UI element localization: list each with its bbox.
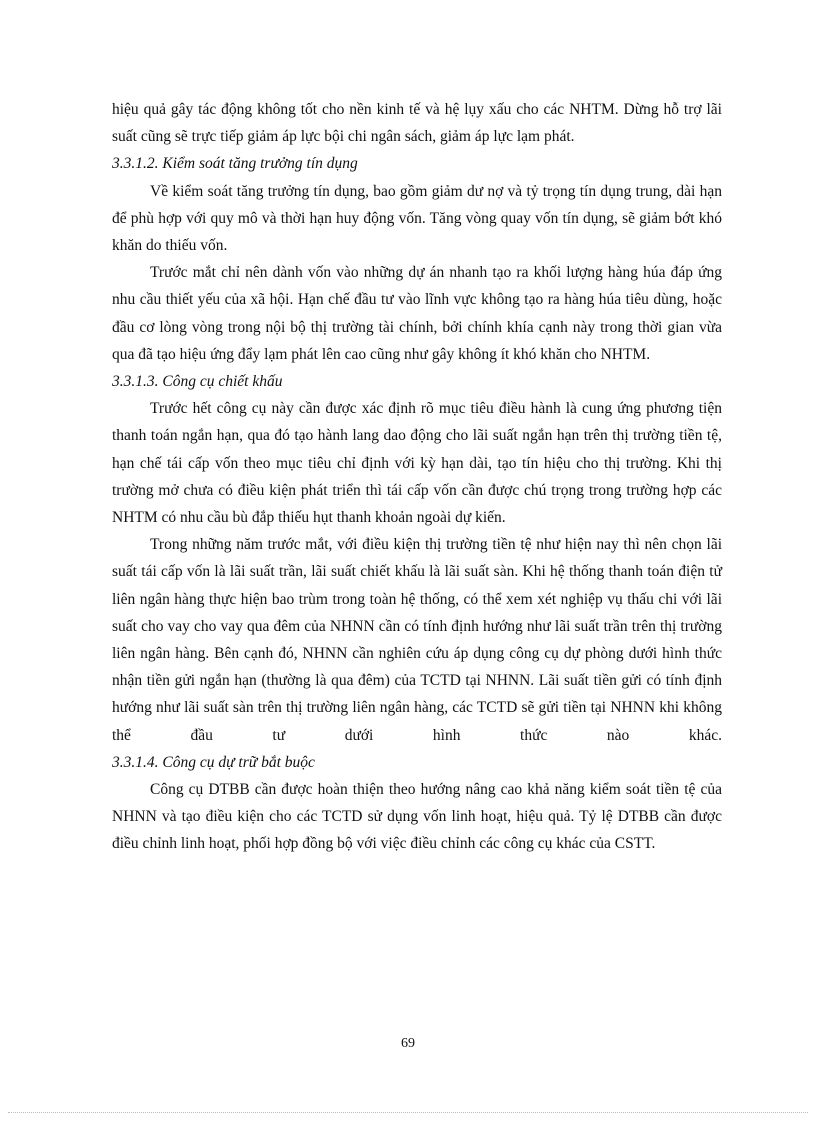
section-heading-reserve-requirement: 3.3.1.4. Công cụ dự trữ bắt buộc bbox=[112, 753, 315, 771]
paragraph-discount-objective: Trước hết công cụ này cần được xác định rõ mục tiêu điều hành là cung ứng phương tiện thanh toán ngắn hạn, qua đó tạo hành lang dao động cho lãi suất ngắn hạn trên thị trường tiền tệ, hạn chế tái cấp vốn theo mục tiêu chỉ định với kỳ hạn dài, tạo tín hiệu cho thị trường. Khi thị trường mở chưa có điều kiện phát triển thì tái cấp vốn cần được chú trọng trong trường hợp các NHTM có nhu cầu bù đắp thiếu hụt thanh khoản ngoài dự kiến. bbox=[112, 400, 722, 527]
paragraph-credit-control: Về kiểm soát tăng trưởng tín dụng, bao gồm giảm dư nợ và tỷ trọng tín dụng trung, dài hạn để phù hợp với quy mô và thời hạn huy động vốn. Tăng vòng quay vốn tín dụng, sẽ giảm bớt khó khăn do thiếu vốn. bbox=[112, 182, 722, 255]
footer-divider bbox=[8, 1112, 808, 1113]
document-body bbox=[112, 96, 722, 858]
page-number: 69 bbox=[401, 1036, 415, 1051]
section-heading-discount-tool: 3.3.1.3. Công cụ chiết khấu bbox=[112, 373, 283, 391]
paragraph-continuation: hiệu quả gây tác động không tốt cho nền kinh tế và hệ lụy xấu cho các NHTM. Dừng hỗ trợ lãi suất cũng sẽ trực tiếp giảm áp lực bội chi ngân sách, giảm áp lực lạm phát. bbox=[112, 101, 722, 146]
paragraph-reserve-requirement: Công cụ DTBB cần được hoàn thiện theo hướng nâng cao khả năng kiểm soát tiền tệ của NHNN và tạo điều kiện cho các TCTD sử dụng vốn linh hoạt, hiệu quả. Tỷ lệ DTBB cần được điều chỉnh linh hoạt, phối hợp đồng bộ với việc điều chỉnh các công cụ khác của CSTT. bbox=[112, 781, 722, 853]
paragraph-capital-allocation: Trước mắt chỉ nên dành vốn vào những dự án nhanh tạo ra khối lượng hàng húa đáp ứng nhu cầu thiết yếu của xã hội. Hạn chế đầu tư vào lĩnh vực không tạo ra hàng húa tiêu dùng, hoặc đầu cơ lòng vòng trong nội bộ thị trường tài chính, bởi chính khía cạnh này trong thời gian vừa qua đã tạo hiệu ứng đẩy lạm phát lên cao cũng như gây không ít khó khăn cho NHTM. bbox=[112, 264, 722, 363]
section-heading-credit-growth: 3.3.1.2. Kiểm soát tăng trưởng tín dụng bbox=[112, 155, 358, 173]
paragraph-discount-rates: Trong những năm trước mắt, với điều kiện thị trường tiền tệ như hiện nay thì nên chọn lãi suất tái cấp vốn là lãi suất trần, lãi suất chiết khấu là lãi suất sàn. Khi hệ thống thanh toán điện tử liên ngân hàng thực hiện bao trùm trong toàn hệ thống, có thể xem xét nghiệp vụ thấu chi với lãi suất cho vay cho vay qua đêm của NHNN cần có tính định hướng như lãi suất trần trên thị trường liên ngân hàng. Bên cạnh đó, NHNN cần nghiên cứu áp dụng công cụ dự phòng dưới hình thức nhận tiền gửi ngắn hạn (thường là qua đêm) của TCTD tại NHNN. Lãi suất tiền gửi có tính định hướng như lãi suất sàn trên thị trường liên ngân hàng, các TCTD sẽ gửi tiền tại NHNN khi không thể đầu tư dưới hình thức nào khác. bbox=[112, 536, 722, 744]
